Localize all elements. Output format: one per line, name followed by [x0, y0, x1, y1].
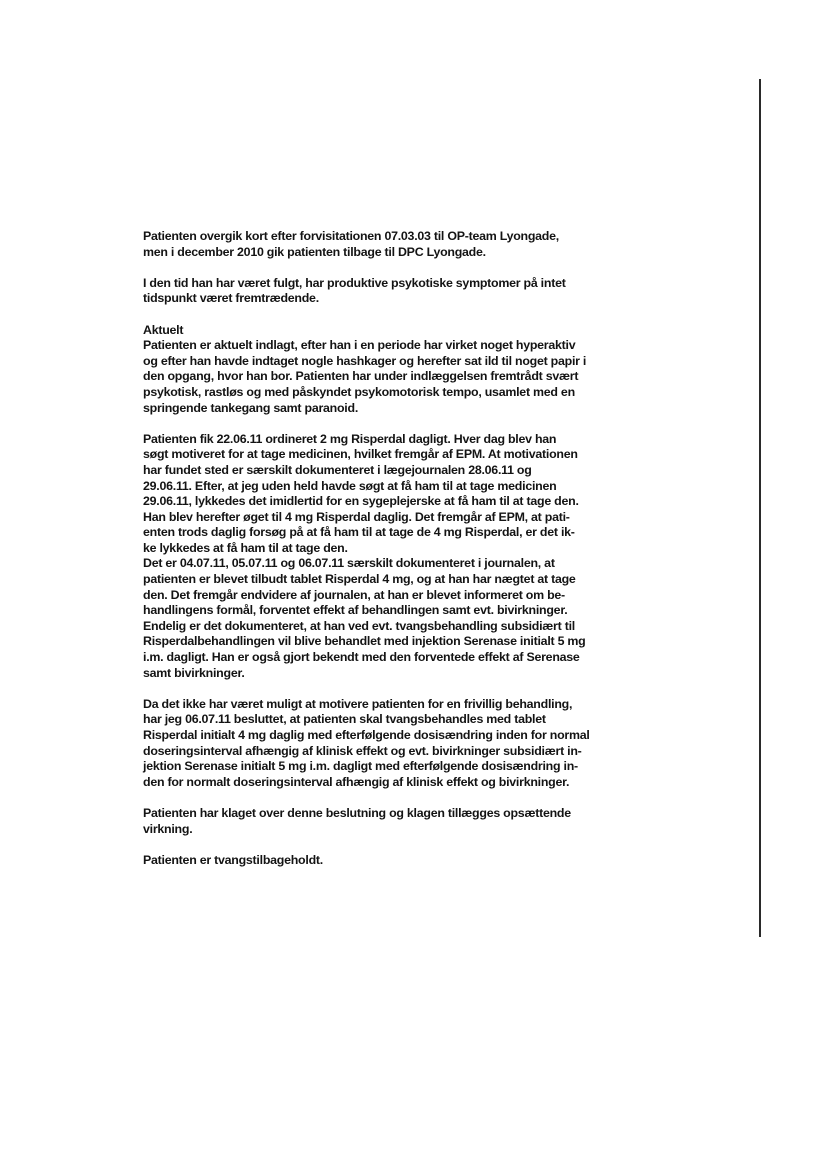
paragraph-complaint	[143, 806, 575, 837]
paragraph-detention	[143, 853, 575, 869]
paragraph-current	[143, 322, 587, 417]
text-line: virkning.	[143, 821, 193, 836]
text-line: den. Det fremgår endvidere af journalen, at han er blevet informeret om be-	[143, 587, 565, 602]
text-line: springende tankegang samt paranoid.	[143, 400, 359, 415]
text-line: Patienten fik 22.06.11 ordineret 2 mg Risperdal dagligt. Hver dag blev han	[143, 431, 557, 446]
paragraph-history	[143, 276, 575, 307]
section-heading: Aktuelt	[143, 322, 184, 337]
text-line: Risperdalbehandlingen vil blive behandlet med injektion Serenase initialt 5 mg	[143, 634, 586, 649]
text-line: jektion Serenase initialt 5 mg i.m. dagligt med efterfølgende dosisændring in-	[143, 759, 578, 774]
text-line: handlingens formål, forventet effekt af behandlingen samt evt. bivirkninger.	[143, 603, 568, 618]
text-line: samt bivirkninger.	[143, 665, 245, 680]
paragraph-decision	[143, 696, 590, 791]
text-line: ke lykkedes at få ham til at tage den.	[143, 540, 348, 555]
text-line: I den tid han har været fulgt, har produktive psykotiske symptomer på intet	[143, 275, 566, 290]
text-line: Patienten overgik kort efter forvisitationen 07.03.03 til OP-team Lyongade,	[143, 229, 559, 243]
text-line: men i december 2010 gik patienten tilbage til DPC Lyongade.	[143, 244, 486, 259]
text-line: Risperdal initialt 4 mg daglig med efterfølgende dosisændring inden for normal	[143, 728, 590, 742]
text-line: doseringsinterval afhængig af klinisk effekt og evt. bivirkninger subsidiært in-	[143, 743, 582, 758]
text-line: Han blev herefter øget til 4 mg Risperdal daglig. Det fremgår af EPM, at pati-	[143, 509, 570, 524]
text-line: patienten er blevet tilbudt tablet Risperdal 4 mg, og at han har nægtet at tage	[143, 572, 576, 587]
text-line: Endelig er det dokumenteret, at han ved evt. tvangsbehandling subsidiært til	[143, 618, 575, 633]
text-line: Da det ikke har været muligt at motivere patienten for en frivillig behandling,	[143, 696, 573, 711]
text-line: tidspunkt været fremtrædende.	[143, 291, 319, 306]
text-line: den for normalt doseringsinterval afhængig af klinisk effekt og bivirkninger.	[143, 774, 570, 789]
text-line: Det er 04.07.11, 05.07.11 og 06.07.11 særskilt dokumenteret i journalen, at	[143, 556, 555, 571]
paragraph-medication	[143, 431, 586, 682]
text-line: Patienten er tvangstilbageholdt.	[143, 852, 323, 867]
text-line: enten trods daglig forsøg på at få ham til at tage de 4 mg Risperdal, er det ik-	[143, 525, 575, 540]
text-line: har jeg 06.07.11 besluttet, at patienten skal tvangsbehandles med tablet	[143, 712, 546, 727]
text-line: søgt motiveret for at tage medicinen, hvilket fremgår af EPM. At motivationen	[143, 447, 578, 462]
document-body	[143, 229, 590, 884]
text-line: den opgang, hvor han bor. Patienten har under indlæggelsen fremtrådt svært	[143, 369, 579, 384]
text-line: har fundet sted er særskilt dokumenteret i lægejournalen 28.06.11 og	[143, 462, 532, 477]
paragraph-transfer	[143, 229, 575, 260]
text-line: Patienten har klaget over denne beslutning og klagen tillægges opsættende	[143, 805, 571, 820]
text-line: Patienten er aktuelt indlagt, efter han i en periode har virket noget hyperaktiv	[143, 338, 576, 353]
text-line: psykotisk, rastløs og med påskyndet psykomotorisk tempo, usamlet med en	[143, 384, 575, 399]
text-line: i.m. dagligt. Han er også gjort bekendt med den forventede effekt af Serenase	[143, 650, 580, 665]
text-line: og efter han havde indtaget nogle hashkager og herefter sat ild til noget papir i	[143, 353, 587, 368]
text-line: 29.06.11, lykkedes det imidlertid for en sygeplejerske at få ham til at tage den.	[143, 494, 579, 509]
margin-rule	[759, 79, 761, 937]
text-line: 29.06.11. Efter, at jeg uden held havde søgt at få ham til at tage medicinen	[143, 478, 557, 493]
